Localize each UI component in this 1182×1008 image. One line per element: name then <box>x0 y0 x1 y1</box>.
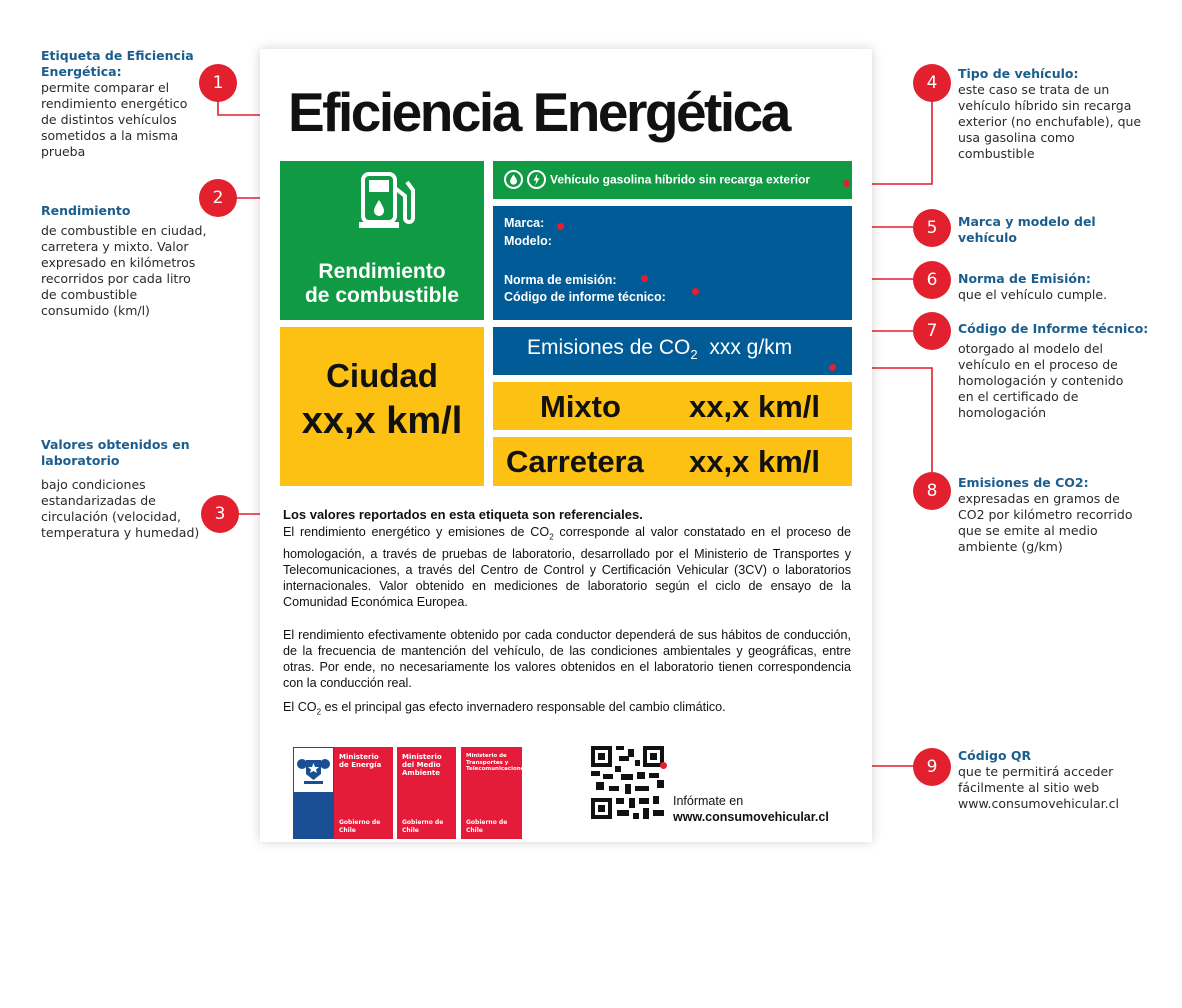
annotation-1: Etiqueta de Eficiencia Energética: permite comparar el rendimiento energético de distintos vehículos sometidos a la misma prueba <box>41 48 206 160</box>
dot-4 <box>843 180 850 187</box>
badge-8: 8 <box>913 472 951 510</box>
annotation-4: Tipo de vehículo: este caso se trata de un vehículo híbrido sin recarga exterior (no enchufable), que usa gasolina como combustible <box>958 66 1158 162</box>
annotation-6: Norma de Emisión: que el vehículo cumple. <box>958 271 1158 303</box>
logo-ministerio-transportes: Ministerio de Transportes y Telecomunicaciones Gobierno de Chile <box>461 747 522 839</box>
carretera-value: xx,x km/l <box>689 444 820 479</box>
codigo-label: Código de informe técnico: <box>504 290 666 304</box>
mixto-label: Mixto <box>540 389 621 424</box>
badge-5: 5 <box>913 209 951 247</box>
fuel-drop-icon <box>504 170 523 189</box>
logo-ministerio-medio-ambiente: Ministerio del Medio Ambiente Gobierno de Chile <box>397 747 456 839</box>
annotation-1-title: Etiqueta de Eficiencia Energética: <box>41 48 194 79</box>
vehicle-type-row <box>504 170 810 189</box>
dot-7 <box>692 288 699 295</box>
annotation-3: Valores obtenidos en laboratorio bajo condiciones estandarizadas de circulación (velocidad, temperatura y humedad) <box>41 437 200 540</box>
fuel-label-line-2: de combustible <box>304 284 460 307</box>
annotation-4-title: Tipo de vehículo: <box>958 66 1079 81</box>
annotation-5 <box>958 214 1108 246</box>
carretera-label: Carretera <box>506 444 644 479</box>
annotation-5-title: Marca y modelo del vehículo <box>958 214 1096 245</box>
annotation-7-title: Código de Informe técnico: <box>958 321 1149 336</box>
norma-label: Norma de emisión: <box>504 273 617 287</box>
annotation-3-title: Valores obtenidos en laboratorio <box>41 437 190 468</box>
dot-8 <box>829 364 836 371</box>
fuel-label-line-1: Rendimiento <box>318 260 446 283</box>
dot-5 <box>557 223 564 230</box>
co2-text: Emisiones de $CO_2$ xxx g/km <box>527 336 793 363</box>
fuel-pump-icon <box>359 170 421 234</box>
qr-code[interactable] <box>591 746 664 819</box>
badge-2: 2 <box>199 179 237 217</box>
annotation-9-title: Código QR <box>958 748 1032 763</box>
badge-4: 4 <box>913 64 951 102</box>
ciudad-value: xx,x km/l <box>301 400 463 442</box>
dot-9 <box>660 762 667 769</box>
co2-value: xxx g/km <box>709 336 793 359</box>
electric-bolt-icon <box>527 170 546 189</box>
disclaimer-paragraph-1: El rendimiento energético y emisiones de $CO_2$ corresponde al valor constatado en el proceso de homologación, a través de pruebas de laboratorio, desarrollado por el Ministerio de Transportes y Telecomunicaciones, a través del Centro de Control y Certificación Vehicular (3CV) o laboratorios internacionales. Valor obtenido en mediciones de laboratorio según el ciclo de ensayo de la Comunidad Económica Europea. <box>283 525 851 609</box>
badge-7: 7 <box>913 312 951 350</box>
qr-info-line-1: Infórmate en <box>673 794 744 808</box>
annotation-8: Emisiones de CO2: expresadas en gramos de CO2 por kilómetro recorrido que se emite al medio ambiente (g/km) <box>958 475 1158 555</box>
annotation-6-title: Norma de Emisión: <box>958 271 1091 286</box>
vehicle-type-text: Vehículo gasolina híbrido sin recarga exterior <box>550 172 811 187</box>
disclaimer-paragraph-3: El $CO_2$ es el principal gas efecto invernadero responsable del cambio climático. <box>283 700 726 717</box>
gobierno-shield-logo <box>293 747 334 839</box>
modelo-label: Modelo: <box>504 234 552 248</box>
ciudad-label: Ciudad <box>326 357 438 394</box>
chile-coat-of-arms-icon <box>294 748 333 792</box>
dot-6 <box>641 275 648 282</box>
disclaimer-heading: Los valores reportados en esta etiqueta son referenciales. <box>283 507 643 522</box>
badge-3: 3 <box>201 495 239 533</box>
badge-1: 1 <box>199 64 237 102</box>
logo-ministerio-energia: Ministerio de Energía Gobierno de Chile <box>334 747 393 839</box>
badge-6: 6 <box>913 261 951 299</box>
annotation-8-title: Emisiones de CO2: <box>958 475 1089 490</box>
mixto-value: xx,x km/l <box>689 389 820 424</box>
annotation-2-title: Rendimiento <box>41 203 131 218</box>
annotation-9: Código QR que te permitirá acceder fácilmente al sitio web www.consumovehicular.cl <box>958 748 1158 812</box>
qr-website-link[interactable]: www.consumovehicular.cl <box>673 810 829 824</box>
annotation-2: Rendimiento de combustible en ciudad, carretera y mixto. Valor expresado en kilómetros recorridos por cada litro de combustible consumido (km/l) <box>41 203 216 319</box>
badge-9: 9 <box>913 748 951 786</box>
annotation-7: Código de Informe técnico: otorgado al modelo del vehículo en el proceso de homologación y contenido en el certificado de homologación <box>958 321 1158 421</box>
label-title: Eficiencia Energética <box>288 81 789 143</box>
disclaimer-paragraph-2: El rendimiento efectivamente obtenido por cada conductor dependerá de sus hábitos de conducción, de la frecuencia de mantención del vehículo, de las condiciones ambientales y geográficas, entre otras. Por ende, no necesariamente los valores obtenidos en el laboratorio tienen correspondencia con la conducción real. <box>283 628 851 690</box>
marca-label: Marca: <box>504 216 545 230</box>
fuel-economy-box <box>280 161 484 320</box>
